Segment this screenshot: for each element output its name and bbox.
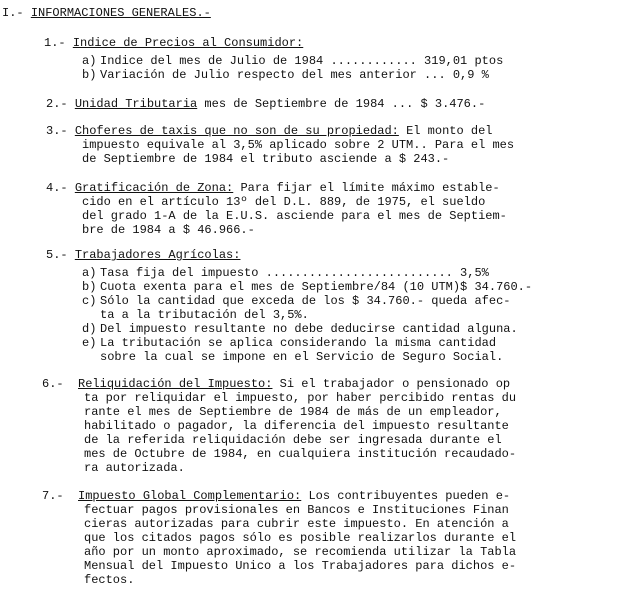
item-5-line-e: e) La tributación se aplica considerando la misma cantidad [82,336,497,350]
item-5-line-c2: ta a la tributación del 3,5%. [100,308,309,322]
item-6-line-5: mes de Octubre de 1984, en cualquiera institución recaudado- [84,447,517,461]
item-7-line-5: Mensual del Impuesto Unico a los Trabajadores para dichos e- [84,559,517,573]
item-7-line-3: que los citados pagos sólo es posible realizarlos durante el [84,531,517,545]
item-6-line-1: ta por reliquidar el impuesto, por haber percibido rentas du [84,391,517,405]
item-1 [44,36,303,50]
item-6: 6.- Reliquidación del Impuesto: Si el trabajador o pensionado op [42,377,511,391]
section-heading [2,6,211,20]
item-7: 7.- Impuesto Global Complementario: Los contribuyentes pueden e- [42,489,511,503]
item-4-line-2: del grado 1-A de la E.U.S. asciende para el mes de Septiem- [82,209,507,223]
item-2: 2.- Unidad Tributaria mes de Septiembre de 1984 ... $ 3.476.- [46,97,486,111]
item-number: 1.- [44,36,66,50]
item-5-line-c: c) Sólo la cantidad que exceda de los $ 34.760.- queda afec- [82,294,511,308]
item-5: 5.- Trabajadores Agrícolas: [46,248,241,262]
item-3: 3.- Choferes de taxis que no son de su propiedad: El monto del [46,124,493,138]
item-5-line-e2: sobre la cual se impone en el Servicio de Seguro Social. [100,350,504,364]
item-7-line-1: fectuar pagos provisionales en Bancos e Instituciones Finan [84,503,509,517]
item-4: 4.- Gratificación de Zona: Para fijar el límite máximo estable- [46,181,500,195]
item-6-line-3: habilitado o pagador, la diferencia del impuesto resultante [84,419,509,433]
item-5-line-a: a) Tasa fija del impuesto .......................... 3,5% [82,266,489,280]
item-6-line-6: ra autorizada. [84,461,185,475]
item-3-line-1: impuesto equivale al 3,5% aplicado sobre 2 UTM.. Para el mes [82,138,515,152]
section-number: I.- [2,6,24,20]
item-4-line-1: cido en el artículo 13º del D.L. 889, de 1975, el sueldo [82,195,486,209]
item-1-line-b: b) Variación de Julio respecto del mes anterior ... 0,9 % [82,68,489,82]
item-5-line-d: d) Del impuesto resultante no debe deducirse cantidad alguna. [82,322,518,336]
item-1-line-a: a) Indice del mes de Julio de 1984 ............ 319,01 ptos [82,54,504,68]
section-title: INFORMACIONES GENERALES.- [30,6,211,20]
item-4-line-3: bre de 1984 a $ 46.966.- [82,223,255,237]
item-title: Indice de Precios al Consumidor: [72,36,304,50]
item-7-line-4: año por un monto aproximado, se recomienda utilizar la Tabla [84,545,517,559]
item-6-line-2: rante el mes de Septiembre de 1984 de más de un empleador, [84,405,502,419]
item-5-line-b: b) Cuota exenta para el mes de Septiembre/84 (10 UTM)$ 34.760.- [82,280,533,294]
item-6-line-4: de la referida reliquidación debe ser ingresada durante el [84,433,502,447]
item-7-line-6: fectos. [84,573,135,587]
item-7-line-2: cieras autorizadas para cubrir este impuesto. En atención a [84,517,509,531]
item-3-line-2: de Septiembre de 1984 el tributo asciende a $ 243.- [82,152,450,166]
